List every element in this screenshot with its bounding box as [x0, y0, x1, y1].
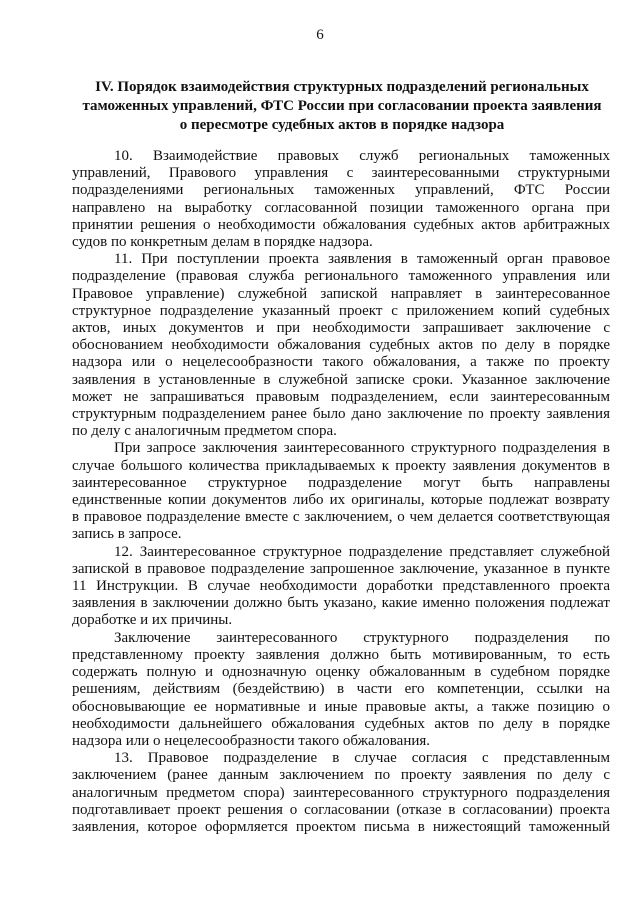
- paragraph-line: принятии решения о необходимости обжалования судебных актов арбитражных: [72, 216, 610, 233]
- page-number: 6: [316, 27, 324, 43]
- paragraph: [72, 544, 610, 630]
- paragraph-line: Правовое управление) служебной запиской направляет в заинтересованное: [72, 285, 610, 302]
- heading-line: IV. Порядок взаимодействия структурных подразделений региональных: [95, 79, 589, 95]
- paragraph-line: заинтересованное структурное подразделение могут быть направлены: [72, 474, 610, 491]
- paragraph-line: надзора или о нецелесообразности такого обжалования, а также по проекту: [72, 354, 610, 371]
- paragraph-line: структурным подразделением ранее было дано заключение по проекту заявления: [72, 406, 610, 423]
- paragraph-line: запиской в правовое подразделение запрошенное заключение, указанное в пункте: [72, 560, 610, 577]
- paragraph-line: по делу с аналогичным предметом спора.: [72, 423, 337, 440]
- paragraph-line: заявления в заключении должно быть указано, какие именно положения подлежат: [72, 595, 610, 612]
- section-heading: [72, 78, 612, 135]
- paragraph-line: надзора или о нецелесообразности такого обжалования.: [72, 732, 431, 749]
- paragraph-line: может не запрашиваться правовым подразделением, если заинтересованным: [72, 388, 610, 405]
- paragraph: [72, 251, 610, 440]
- paragraph-line: Заключение заинтересованного структурного подразделения по: [114, 629, 610, 646]
- paragraph-line: аналогичным предметом спора) заинтересованного структурного подразделения: [72, 784, 610, 801]
- paragraph: [72, 440, 610, 543]
- paragraph-line: подготавливает проект решения о согласовании (отказе в согласовании) проекта: [72, 801, 610, 818]
- paragraph-line: заявления, которое оформляется проектом письма в нижестоящий таможенный: [72, 818, 610, 835]
- paragraph-line: 11. При поступлении проекта заявления в таможенный орган правовое: [114, 251, 610, 268]
- heading-line: таможенных управлений, ФТС России при согласовании проекта заявления: [82, 98, 602, 114]
- paragraph-line: 10. Взаимодействие правовых служб региональных таможенных: [114, 148, 610, 164]
- paragraph: [72, 630, 610, 750]
- paragraph: [72, 148, 610, 251]
- paragraph-line: заключением (ранее данным заключением по проекту заявления по делу с: [72, 767, 610, 784]
- paragraph-line: единственные копии документов либо их оригиналы, которые подлежат возврату: [72, 492, 610, 509]
- paragraph-line: необходимости дальнейшего обжалования судебных актов по делу в порядке: [72, 715, 610, 732]
- paragraph-line: 11 Инструкции. В случае необходимости доработки представленного проекта: [72, 578, 610, 595]
- paragraph-line: обосновывающие ее нормативные и иные правовые акты, а также позицию о: [72, 698, 610, 715]
- paragraph-line: в правовое подразделение вместе с заключением, о чем делается соответствующая: [72, 509, 610, 526]
- paragraph: [72, 750, 610, 836]
- paragraph-line: заявления в установленные в служебной записке сроки. Указанное заключение: [72, 371, 610, 388]
- paragraph-line: случае большого количества прикладываемых к проекту заявления документов в: [72, 457, 610, 474]
- paragraph-line: направлено на выработку согласованной позиции таможенного органа при: [72, 199, 610, 216]
- paragraph-line: 13. Правовое подразделение в случае согласия с представленным: [114, 750, 610, 767]
- paragraph-line: решениям, действиям (бездействию) в части его компетенции, ссылки на: [72, 681, 610, 698]
- paragraph-line: судов по конкретным делам в порядке надзора.: [72, 234, 373, 251]
- paragraph-line: подразделение (правовая служба регионального таможенного управления или: [72, 268, 610, 285]
- paragraph-line: подразделениями региональных таможенных управлений, ФТС России: [72, 182, 610, 199]
- paragraph-line: запись в запросе.: [72, 526, 182, 543]
- document-body: [72, 148, 610, 836]
- paragraph-line: структурное подразделение указанный проект с приложением копий судебных: [72, 302, 610, 319]
- paragraph-line: обоснованием необходимости обжалования судебных актов по делу в порядке: [72, 337, 610, 354]
- paragraph-line: доработке и их причины.: [72, 612, 233, 629]
- paragraph-line: управлений, Правового управления с заинтересованными структурными: [72, 165, 610, 182]
- paragraph-line: представленному проекту заявления должно быть мотивированным, то есть: [72, 646, 610, 663]
- paragraph-line: При запросе заключения заинтересованного структурного подразделения в: [114, 440, 610, 457]
- paragraph-line: 12. Заинтересованное структурное подразделение представляет служебной: [114, 543, 610, 560]
- heading-line: о пересмотре судебных актов в порядке надзора: [179, 117, 505, 133]
- paragraph-line: содержать полную и однозначную оценку обжалованным в судебном порядке: [72, 664, 610, 681]
- paragraph-line: актов, иных документов и при необходимости запрашивает заключение с: [72, 320, 610, 337]
